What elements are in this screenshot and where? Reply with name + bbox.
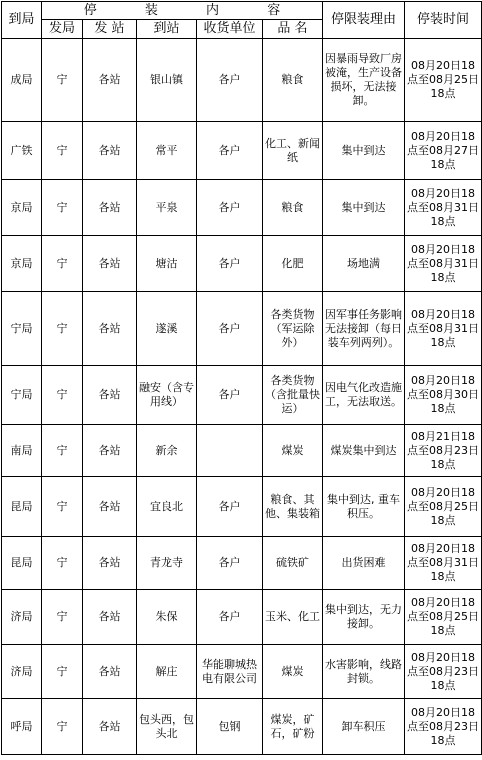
cell-period: 08月20日18点至08月23日18点 [405,699,482,755]
table-row [2,292,482,366]
cell-period: 08月20日18点至08月31日18点 [405,537,482,590]
cell-goods: 各类货物（军运除外） [263,292,323,366]
cell-goods: 玉米、化工 [263,590,323,645]
cell-to-station: 塘沽 [137,236,197,292]
cell-goods: 煤炭 [263,645,323,699]
cell-to-station: 遂溪 [137,292,197,366]
cell-to-bureau: 昆局 [2,477,42,537]
header-stop-content: 停 装 内 容 [42,2,323,20]
cell-to-station: 朱保 [137,590,197,645]
cell-period: 08月20日18点至08月27日18点 [405,122,482,180]
header-consignee: 收货单位 [197,20,263,39]
cell-reason: 卸车积压 [323,699,405,755]
cell-reason: 因暴雨导致厂房被淹，生产设备损坏，无法接卸。 [323,39,405,122]
cell-goods: 粮食 [263,39,323,122]
cell-to-station: 宜良北 [137,477,197,537]
cell-period: 08月20日18点至08月31日18点 [405,236,482,292]
table-row [2,477,482,537]
cell-reason: 场地满 [323,236,405,292]
cell-consignee: 各户 [197,236,263,292]
cell-from-station: 各站 [83,366,137,425]
cell-goods: 硫铁矿 [263,537,323,590]
cell-to-station: 新余 [137,425,197,477]
cell-from-station: 各站 [83,180,137,236]
cell-from-bureau: 宁 [42,699,83,755]
cell-reason: 集中到达，无力接卸。 [323,590,405,645]
cell-from-bureau: 宁 [42,645,83,699]
cell-consignee: 华能聊城热电有限公司 [197,645,263,699]
cell-to-station: 银山镇 [137,39,197,122]
cell-period: 08月21日18点至08月23日18点 [405,425,482,477]
cell-reason: 出货困难 [323,537,405,590]
cell-to-bureau: 昆局 [2,537,42,590]
cell-from-station: 各站 [83,477,137,537]
cell-reason: 水害影响，线路封锁。 [323,645,405,699]
cell-from-station: 各站 [83,122,137,180]
cell-reason: 集中到达, 重车积压。 [323,477,405,537]
cell-goods: 化肥 [263,236,323,292]
cell-goods: 化工、新闻纸 [263,122,323,180]
stop-loading-table [1,1,482,755]
cell-from-bureau: 宁 [42,477,83,537]
cell-consignee: 各户 [197,180,263,236]
cell-period: 08月20日18点至08月23日18点 [405,645,482,699]
table-row [2,180,482,236]
cell-from-bureau: 宁 [42,425,83,477]
header-to-station: 到站 [137,20,197,39]
cell-to-bureau: 南局 [2,425,42,477]
table-row [2,590,482,645]
cell-period: 08月20日18点至08月25日18点 [405,39,482,122]
header-reason: 停限装理由 [323,2,405,39]
cell-from-bureau: 宁 [42,292,83,366]
cell-reason: 煤炭集中到达 [323,425,405,477]
cell-goods: 煤炭 [263,425,323,477]
cell-period: 08月20日18点至08月31日18点 [405,292,482,366]
cell-to-station: 融安（含专用线） [137,366,197,425]
header-goods: 品 名 [263,20,323,39]
header-to-bureau: 到局 [2,2,42,39]
cell-goods: 煤炭，矿石，矿粉 [263,699,323,755]
cell-from-bureau: 宁 [42,537,83,590]
cell-from-station: 各站 [83,292,137,366]
cell-period: 08月20日18点至08月25日18点 [405,590,482,645]
cell-to-station: 常平 [137,122,197,180]
cell-from-bureau: 宁 [42,236,83,292]
cell-consignee: 各户 [197,292,263,366]
cell-to-station: 平泉 [137,180,197,236]
table-row [2,122,482,180]
cell-from-station: 各站 [83,645,137,699]
table-row [2,699,482,755]
cell-to-bureau: 济局 [2,590,42,645]
cell-to-bureau: 京局 [2,236,42,292]
cell-period: 08月20日18点至08月30日18点 [405,366,482,425]
table-row [2,537,482,590]
cell-goods: 粮食 [263,180,323,236]
cell-consignee: 各户 [197,366,263,425]
cell-goods: 粮食、其他、集装箱 [263,477,323,537]
cell-period: 08月20日18点至08月25日18点 [405,477,482,537]
header-from-bureau: 发局 [42,20,83,39]
cell-period: 08月20日18点至08月31日18点 [405,180,482,236]
cell-to-bureau: 京局 [2,180,42,236]
cell-from-bureau: 宁 [42,39,83,122]
table-row [2,645,482,699]
cell-from-station: 各站 [83,537,137,590]
header-period: 停装时间 [405,2,482,39]
cell-from-station: 各站 [83,236,137,292]
cell-from-bureau: 宁 [42,122,83,180]
cell-from-bureau: 宁 [42,590,83,645]
cell-consignee [197,425,263,477]
cell-reason: 集中到达 [323,122,405,180]
cell-from-bureau: 宁 [42,366,83,425]
cell-consignee: 各户 [197,122,263,180]
header-row-top [2,2,482,20]
cell-from-station: 各站 [83,425,137,477]
cell-reason: 因电气化改造施工，无法取送。 [323,366,405,425]
cell-to-bureau: 宁局 [2,292,42,366]
cell-to-bureau: 成局 [2,39,42,122]
cell-reason: 集中到达 [323,180,405,236]
cell-to-station: 青龙寺 [137,537,197,590]
cell-reason: 因军事任务影响无法接卸（每日装车列两列）。 [323,292,405,366]
cell-from-station: 各站 [83,699,137,755]
cell-to-bureau: 济局 [2,645,42,699]
cell-consignee: 各户 [197,39,263,122]
cell-to-bureau: 广铁 [2,122,42,180]
cell-to-station: 解庄 [137,645,197,699]
cell-from-bureau: 宁 [42,180,83,236]
table-row [2,236,482,292]
cell-consignee: 各户 [197,537,263,590]
cell-consignee: 各户 [197,590,263,645]
cell-from-station: 各站 [83,39,137,122]
cell-goods: 各类货物（含批量快运） [263,366,323,425]
table-row [2,366,482,425]
cell-to-bureau: 呼局 [2,699,42,755]
cell-from-station: 各站 [83,590,137,645]
table-row [2,425,482,477]
header-from-station: 发 站 [83,20,137,39]
cell-consignee: 包钢 [197,699,263,755]
cell-consignee: 各户 [197,477,263,537]
table-row [2,39,482,122]
cell-to-bureau: 宁局 [2,366,42,425]
cell-to-station: 包头西，包头北 [137,699,197,755]
